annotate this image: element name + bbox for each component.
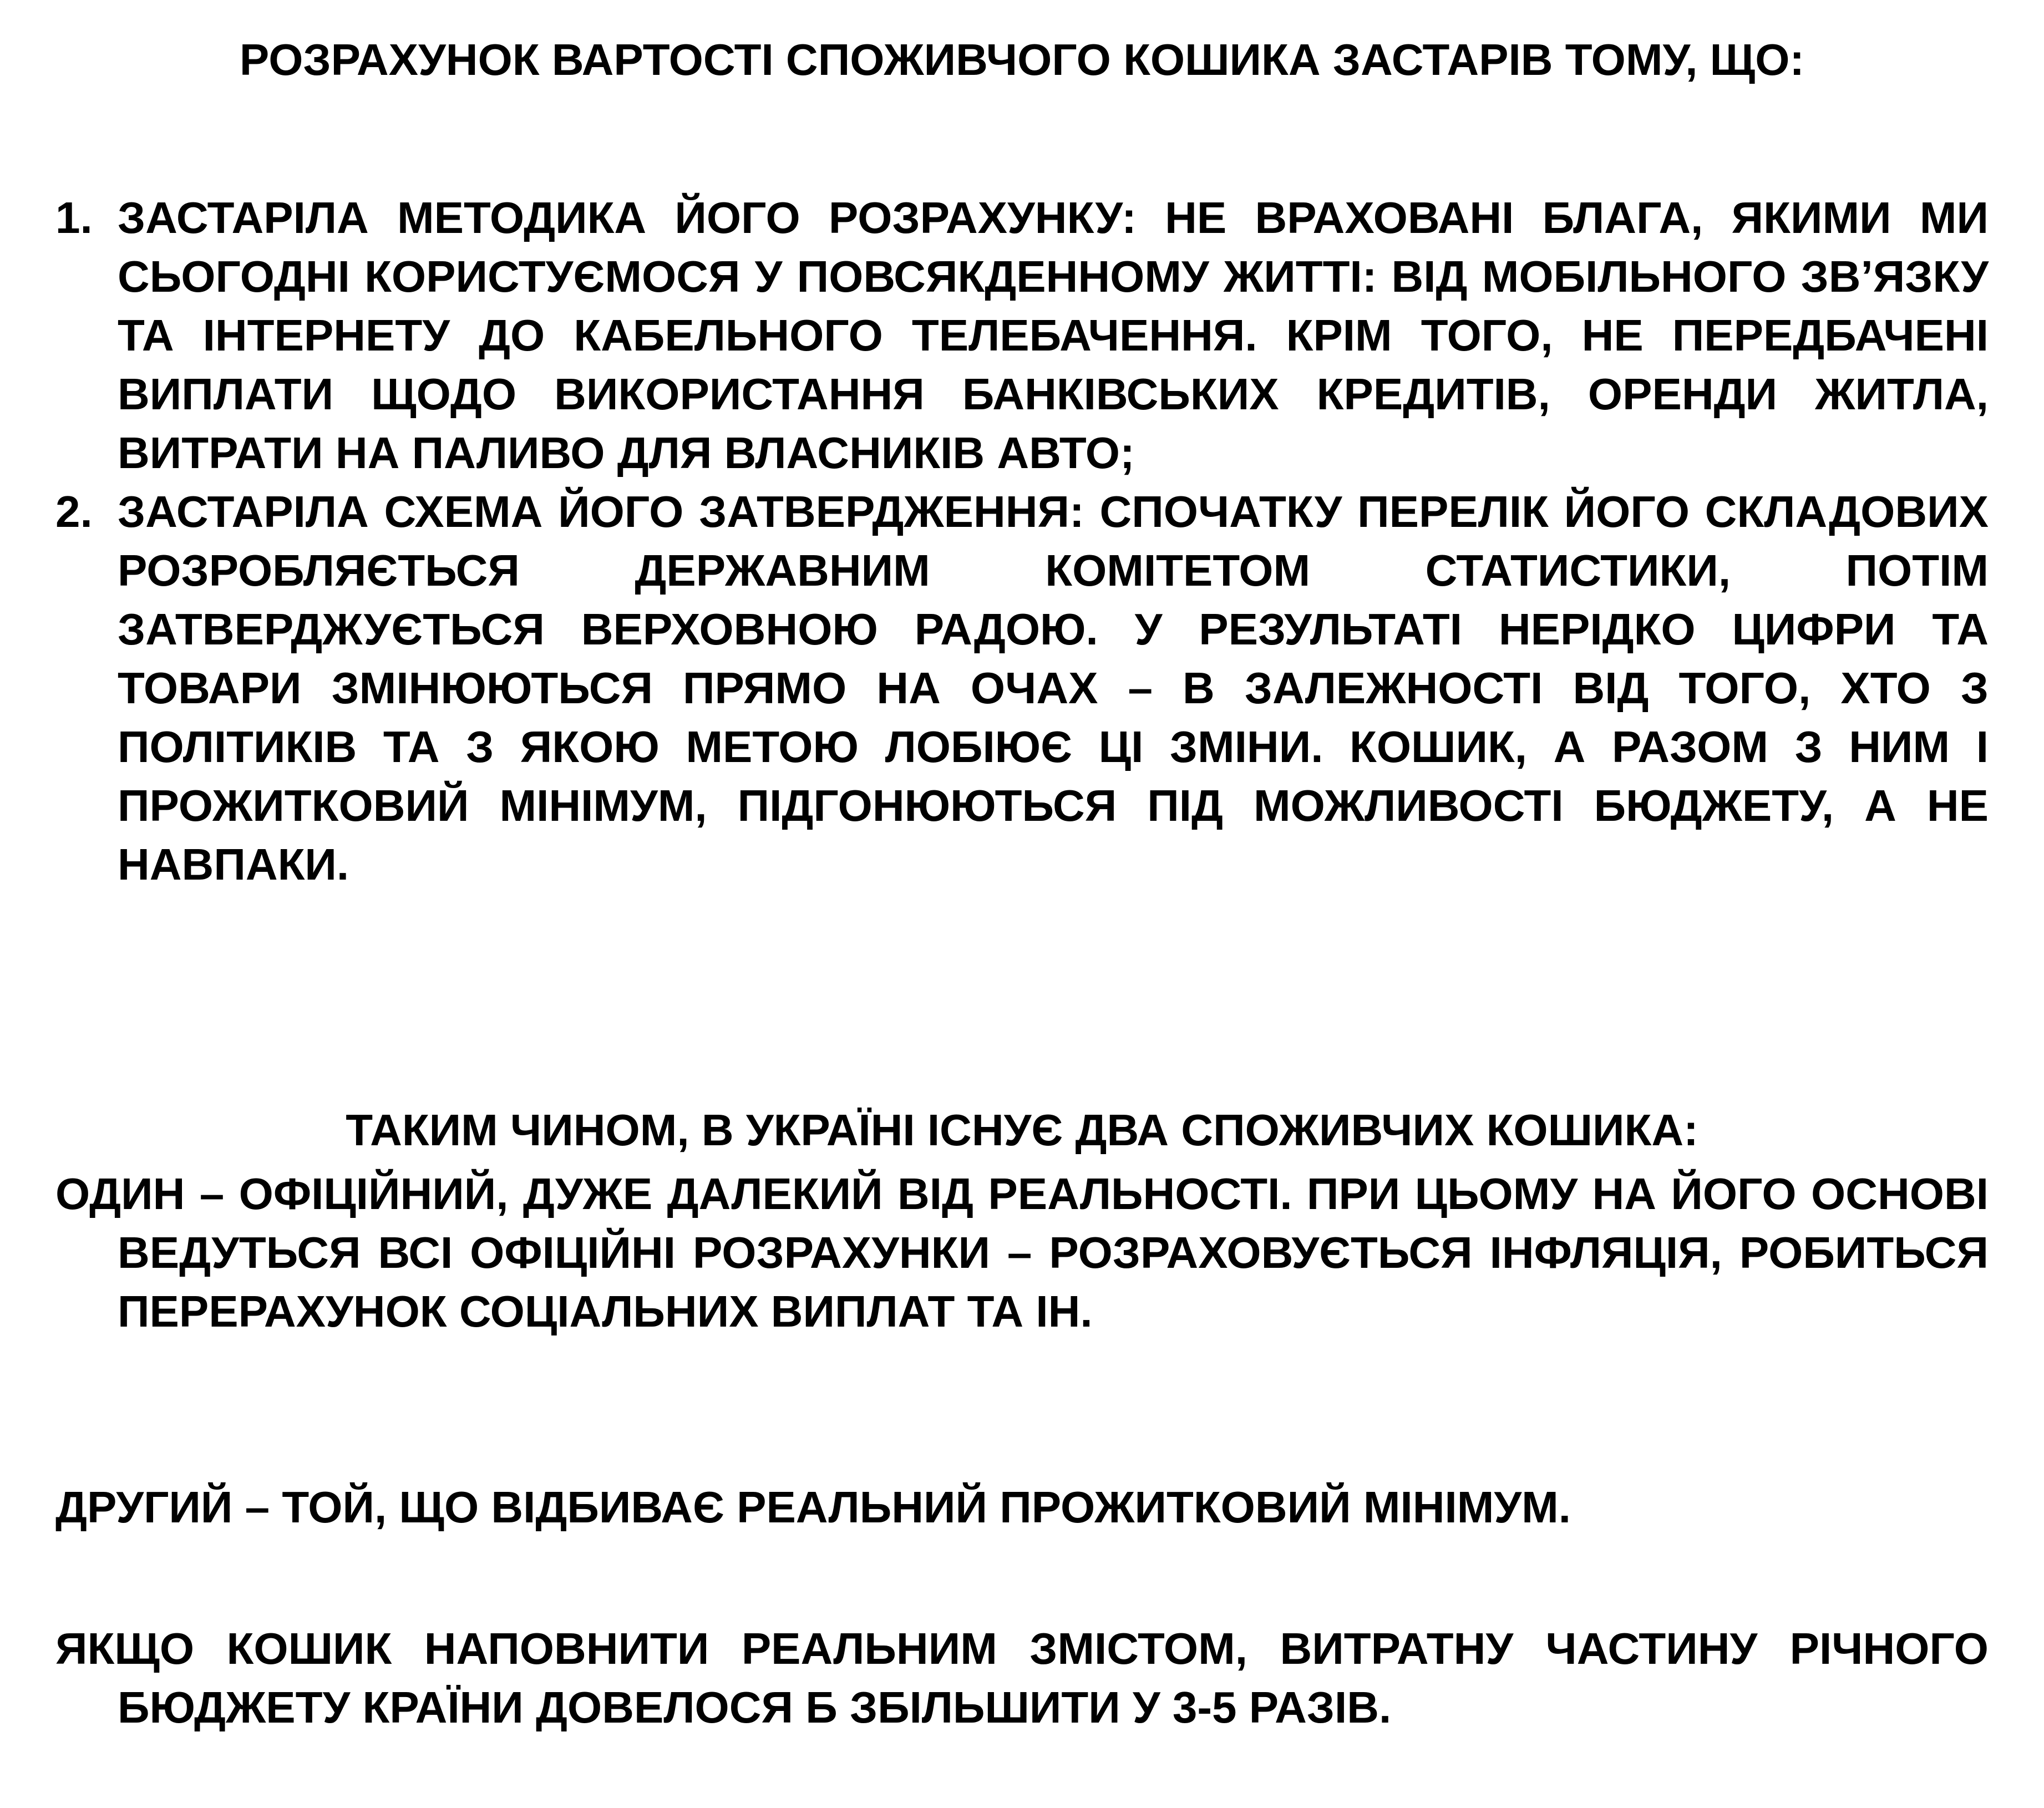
official-basket-paragraph: ОДИН – ОФІЦІЙНИЙ, ДУЖЕ ДАЛЕКИЙ ВІД РЕАЛЬНОСТІ. ПРИ ЦЬОМУ НА ЙОГО ОСНОВІ ВЕДУТЬСЯ ВСІ ОФІЦІЙНІ РОЗРАХУНКИ – РОЗРАХОВУЄТЬСЯ ІНФЛЯЦІЯ, РОБИТЬСЯ ПЕРЕРАХУНОК СОЦІАЛЬНИХ ВИПЛАТ ТА ІН.: [55, 1169, 1989, 1336]
document-title: РОЗРАХУНОК ВАРТОСТІ СПОЖИВЧОГО КОШИКА ЗАСТАРІВ ТОМУ, ЩО:: [239, 35, 1805, 84]
reason-text: ЗАСТАРІЛА МЕТОДИКА ЙОГО РОЗРАХУНКУ: НЕ ВРАХОВАНІ БЛАГА, ЯКИМИ МИ СЬОГОДНІ КОРИСТУЄМОСЯ У ПОВСЯКДЕННОМУ ЖИТТІ: ВІД МОБІЛЬНОГО ЗВ’ЯЗКУ ТА ІНТЕРНЕТУ ДО КАБЕЛЬНОГО ТЕЛЕБАЧЕННЯ. КРІМ ТОГО, НЕ ПЕРЕДБАЧЕНІ ВИПЛАТИ ЩОДО ВИКОРИСТАННЯ БАНКІВСЬКИХ КРЕДИТІВ, ОРЕНДИ ЖИТЛА, ВИТРАТИ НА ПАЛИВО ДЛЯ ВЛАСНИКІВ АВТО;: [118, 193, 1989, 478]
reasons-list: [0, 189, 2044, 894]
reason-number: 1.: [55, 193, 93, 242]
reason-number: 2.: [55, 487, 93, 536]
reason-item-2: [0, 483, 1989, 894]
budget-paragraph: ЯКЩО КОШИК НАПОВНИТИ РЕАЛЬНИМ ЗМІСТОМ, ВИТРАТНУ ЧАСТИНУ РІЧНОГО БЮДЖЕТУ КРАЇНИ ДОВЕЛОСЯ Б ЗБІЛЬШИТИ У 3-5 РАЗІВ.: [55, 1624, 1989, 1732]
reason-text: ЗАСТАРІЛА СХЕМА ЙОГО ЗАТВЕРДЖЕННЯ: СПОЧАТКУ ПЕРЕЛІК ЙОГО СКЛАДОВИХ РОЗРОБЛЯЄТЬСЯ ДЕРЖАВНИМ КОМІТЕТОМ СТАТИСТИКИ, ПОТІМ ЗАТВЕРДЖУЄТЬСЯ ВЕРХОВНОЮ РАДОЮ. У РЕЗУЛЬТАТІ НЕРІДКО ЦИФРИ ТА ТОВАРИ ЗМІНЮЮТЬСЯ ПРЯМО НА ОЧАХ – В ЗАЛЕЖНОСТІ ВІД ТОГО, ХТО З ПОЛІТИКІВ ТА З ЯКОЮ МЕТОЮ ЛОБІЮЄ ЦІ ЗМІНИ. КОШИК, А РАЗОМ З НИМ І ПРОЖИТКОВИЙ МІНІМУМ, ПІДГОНЮЮТЬСЯ ПІД МОЖЛИВОСТІ БЮДЖЕТУ, А НЕ НАВПАКИ.: [118, 487, 1989, 889]
reason-item-1: [0, 189, 1989, 483]
real-basket-paragraph: ДРУГИЙ – ТОЙ, ЩО ВІДБИВАЄ РЕАЛЬНИЙ ПРОЖИТКОВИЙ МІНІМУМ.: [55, 1482, 1571, 1532]
conclusion-heading: ТАКИМ ЧИНОМ, В УКРАЇНІ ІСНУЄ ДВА СПОЖИВЧИХ КОШИКА:: [346, 1105, 1698, 1155]
